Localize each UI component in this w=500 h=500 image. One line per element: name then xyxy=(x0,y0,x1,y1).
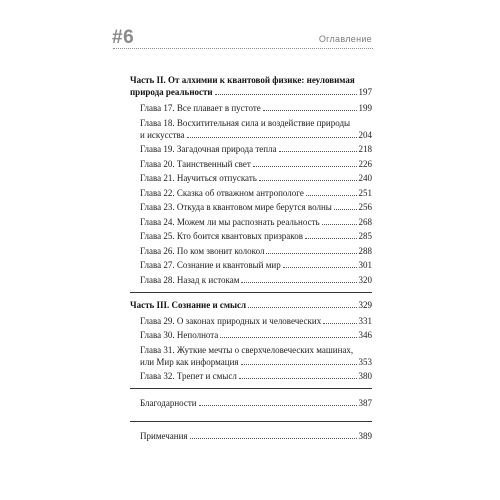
section-divider xyxy=(130,292,372,293)
toc-chapter-title: Глава 25. Кто боится квантовых призраков xyxy=(140,231,303,241)
dot-leader xyxy=(241,282,356,283)
dot-leader xyxy=(220,337,356,338)
toc-chapter-entry[interactable] xyxy=(130,230,372,242)
toc-chapter-title: Глава 22. Сказка об отважном антропологе xyxy=(140,187,304,198)
toc-chapter-title: Глава 24. Можем ли мы распознать реальность xyxy=(140,216,320,227)
toc-part-3-chapters xyxy=(130,315,372,383)
dot-leader xyxy=(190,438,357,439)
toc-page-number: 240 xyxy=(358,173,372,183)
toc-chapter-title: Глава 29. О законах природных и человеческих xyxy=(140,315,322,326)
toc-page-number: 380 xyxy=(358,371,372,381)
toc-page-number: 353 xyxy=(358,356,372,367)
toc-chapter-title: Глава 18. Восхитительная сила и воздействие природы xyxy=(140,117,351,128)
toc-chapter-title: и искусства xyxy=(140,129,185,140)
toc-chapter-entry[interactable] xyxy=(130,274,372,286)
toc-page-number: 329 xyxy=(358,299,372,310)
dot-leader xyxy=(263,110,357,111)
toc-page-number: 204 xyxy=(358,129,372,140)
toc-chapter-entry[interactable] xyxy=(130,315,372,327)
dot-leader xyxy=(187,137,357,138)
toc-chapter-title: Глава 20. Таинственный свет xyxy=(140,158,251,169)
dot-leader xyxy=(241,364,357,365)
toc-page-number: 389 xyxy=(358,431,372,441)
dot-leader xyxy=(266,253,356,254)
toc-chapter-title: Глава 28. Назад к истокам xyxy=(140,274,240,285)
toc-chapter-title: Глава 26. По ком звонит колокол xyxy=(140,245,265,256)
toc-acknowledgements[interactable] xyxy=(130,397,372,409)
toc-page-number: 301 xyxy=(358,260,372,270)
toc-chapter-title: Глава 17. Все плавает в пустоте xyxy=(140,103,261,113)
dot-leader xyxy=(248,307,356,308)
dot-leader xyxy=(323,323,356,324)
toc-chapter-entry[interactable] xyxy=(130,187,372,199)
toc-notes[interactable] xyxy=(130,430,372,442)
toc-chapter-title: Глава 19. Загадочная природа тепла xyxy=(140,144,277,154)
table-of-contents xyxy=(130,74,372,442)
dot-leader xyxy=(259,180,357,181)
dot-leader xyxy=(239,378,357,379)
toc-part-2-title-line2: природа реальности xyxy=(130,87,213,97)
page-section-number: #6 xyxy=(112,27,135,48)
toc-page-number: 199 xyxy=(358,103,372,113)
toc-chapter-entry[interactable] xyxy=(130,172,372,184)
dot-leader xyxy=(306,195,357,196)
section-divider xyxy=(130,421,372,422)
toc-chapter-title: Глава 23. Откуда в квантовом мире берутся волны xyxy=(140,202,332,212)
toc-chapter-entry[interactable] xyxy=(130,329,372,341)
dot-leader xyxy=(322,224,357,225)
toc-page-number: 288 xyxy=(358,245,372,256)
header-divider xyxy=(113,48,373,49)
toc-chapter-title: Глава 32. Трепет и смысл xyxy=(140,371,237,381)
toc-chapter-entry[interactable] xyxy=(130,102,372,114)
toc-chapter-entry[interactable] xyxy=(130,117,372,141)
section-divider xyxy=(130,388,372,389)
toc-entry-title: Примечания xyxy=(140,431,188,441)
toc-chapter-entry[interactable] xyxy=(130,201,372,213)
toc-page-number: 268 xyxy=(358,216,372,227)
toc-page-number: 218 xyxy=(358,144,372,154)
dot-leader xyxy=(334,209,357,210)
toc-page-number: 256 xyxy=(358,202,372,212)
toc-chapter-entry[interactable] xyxy=(130,370,372,382)
toc-chapter-title: Глава 21. Научиться отпускать xyxy=(140,173,257,183)
toc-page-number: 387 xyxy=(358,398,372,408)
toc-page-number: 197 xyxy=(358,87,372,97)
dot-leader xyxy=(279,151,357,152)
toc-part-2-chapters xyxy=(130,102,372,286)
toc-page-number: 346 xyxy=(358,330,372,340)
toc-chapter-title: Глава 27. Сознание и квантовый мир xyxy=(140,260,281,270)
toc-part-3-title: Часть III. Сознание и смысл xyxy=(130,299,247,310)
dot-leader xyxy=(253,166,357,167)
toc-chapter-entry[interactable] xyxy=(130,245,372,257)
toc-chapter-entry[interactable] xyxy=(130,143,372,155)
toc-page-number: 285 xyxy=(358,231,372,241)
toc-page-number: 251 xyxy=(358,187,372,198)
dot-leader xyxy=(199,405,357,406)
dot-leader xyxy=(305,238,357,239)
toc-entry-title: Благодарности xyxy=(140,398,197,408)
toc-page-number: 226 xyxy=(358,158,372,169)
dot-leader xyxy=(215,94,357,95)
toc-chapter-title: Глава 30. Неполнота xyxy=(140,330,219,340)
toc-part-3[interactable] xyxy=(130,299,372,311)
toc-page-number: 320 xyxy=(358,274,372,285)
toc-chapter-title: или Мир как информация xyxy=(140,356,239,367)
toc-chapter-title: Глава 31. Жуткие мечты о сверхчеловеческих машинах, xyxy=(140,344,354,355)
toc-chapter-entry[interactable] xyxy=(130,216,372,228)
toc-chapter-entry[interactable] xyxy=(130,158,372,170)
toc-chapter-entry[interactable] xyxy=(130,259,372,271)
toc-part-2[interactable] xyxy=(130,74,372,98)
toc-part-2-title-line1: Часть II. От алхимии к квантовой физике: неуловимая xyxy=(130,75,355,85)
dot-leader xyxy=(283,267,357,268)
toc-chapter-entry[interactable] xyxy=(130,344,372,368)
toc-page-number: 331 xyxy=(358,315,372,326)
running-header-title: Оглавление xyxy=(318,34,372,44)
